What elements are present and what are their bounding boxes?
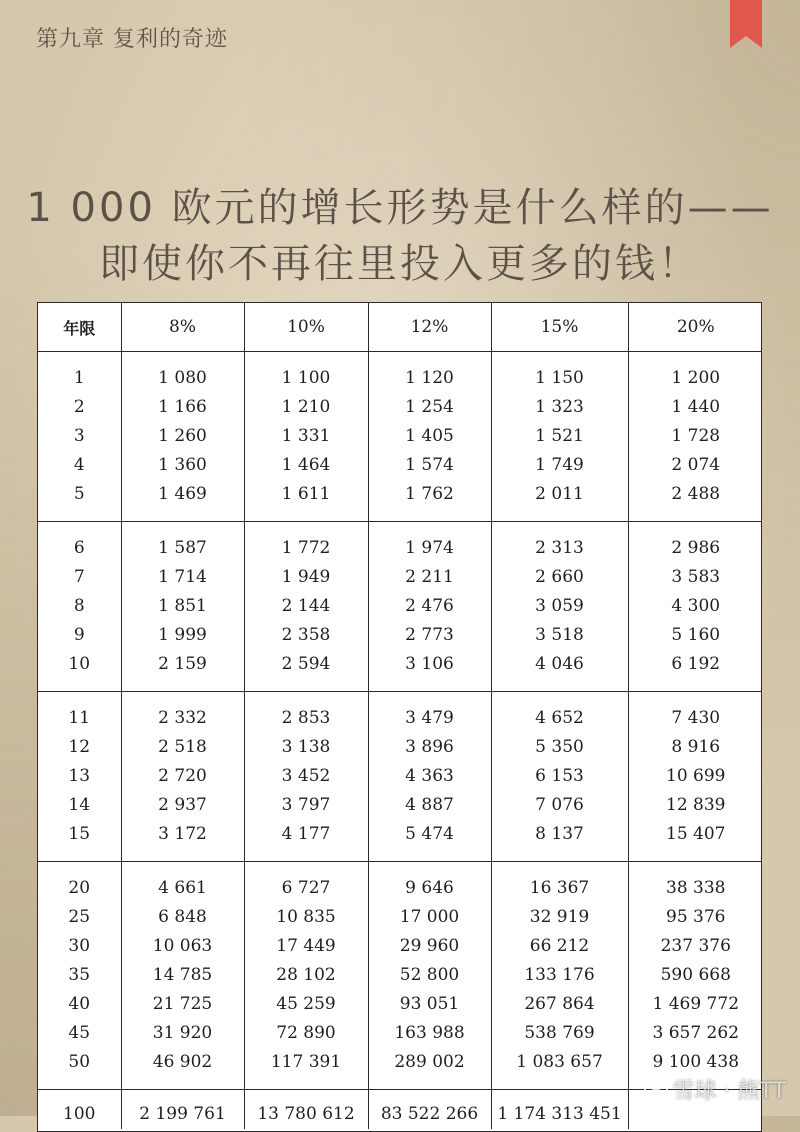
value-cell: 1 851 [121,592,244,621]
table-row [38,990,762,1019]
value-cell: 1 974 [368,522,491,564]
year-cell: 5 [38,480,121,522]
column-header-years: 年限 [38,303,121,352]
value-cell: 9 646 [368,862,491,904]
value-cell: 4 652 [491,692,628,734]
year-cell: 12 [68,737,91,757]
value-cell: 3 138 [244,733,368,762]
value-cell: 2 773 [368,621,491,650]
value-cell: 93 051 [368,990,491,1019]
value-cell: 1 772 [244,522,368,564]
table-body [38,352,762,1130]
value-cell: 2 720 [121,762,244,791]
value-cell: 21 725 [121,990,244,1019]
year-cell: 6 [73,538,85,558]
value-cell: 4 177 [244,820,368,862]
value-cell: 1 260 [121,422,244,451]
table-row [38,932,762,961]
value-cell: 1 254 [368,393,491,422]
value-cell: 1 611 [244,480,368,522]
value-cell: 590 668 [628,961,762,990]
value-cell: 1 521 [491,422,628,451]
value-cell: 2 594 [244,650,368,692]
value-cell: 1 749 [491,451,628,480]
value-cell: 9 100 438 [628,1048,762,1090]
value-cell: 1 949 [244,563,368,592]
page-heading-line1: 1 000 欧元的增长形势是什么样的—— [26,185,774,231]
value-cell: 289 002 [368,1048,491,1090]
value-cell: 17 000 [368,903,491,932]
value-cell: 538 769 [491,1019,628,1048]
value-cell: 6 192 [628,650,762,692]
value-cell: 95 376 [628,903,762,932]
value-cell: 1 100 [244,352,368,394]
table-row [38,592,762,621]
value-cell: 2 937 [121,791,244,820]
value-cell: 1 120 [368,352,491,394]
value-cell: 2 144 [244,592,368,621]
value-cell: 4 661 [121,862,244,904]
value-cell: 6 153 [491,762,628,791]
year-cell: 40 [68,994,91,1014]
value-cell: 5 160 [628,621,762,650]
value-cell: 28 102 [244,961,368,990]
value-cell: 52 800 [368,961,491,990]
table-row [38,352,762,394]
column-header-rate: 20% [628,303,762,352]
year-cell: 50 [38,1048,121,1090]
value-cell: 2 313 [491,522,628,564]
table-header-row [38,303,762,352]
value-cell: 1 405 [368,422,491,451]
table-row [38,1019,762,1048]
column-header-rate: 8% [121,303,244,352]
value-cell: 10 063 [121,932,244,961]
value-cell: 237 376 [628,932,762,961]
value-cell: 3 583 [628,563,762,592]
value-cell: 3 106 [368,650,491,692]
value-cell: 5 350 [491,733,628,762]
value-cell: 72 890 [244,1019,368,1048]
value-cell: 133 176 [491,961,628,990]
value-cell: 3 518 [491,621,628,650]
value-cell: 3 172 [121,820,244,862]
value-cell: 3 059 [491,592,628,621]
value-cell: 2 199 761 [121,1090,244,1130]
snowball-logo-icon [643,1077,669,1103]
page-heading-line2: 即使你不再往里投入更多的钱！ [99,241,701,287]
value-cell: 29 960 [368,932,491,961]
value-cell: 2 332 [121,692,244,734]
year-cell: 15 [38,820,121,862]
value-cell: 3 896 [368,733,491,762]
year-cell: 14 [68,795,91,815]
value-cell: 2 011 [491,480,628,522]
year-cell: 25 [68,907,91,927]
table-row [38,522,762,564]
table-row [38,820,762,862]
table-row [38,791,762,820]
value-cell: 163 988 [368,1019,491,1048]
table-row [38,762,762,791]
value-cell: 3 797 [244,791,368,820]
value-cell: 1 323 [491,393,628,422]
column-header-rate: 12% [368,303,491,352]
value-cell: 46 902 [121,1048,244,1090]
value-cell: 2 518 [121,733,244,762]
value-cell: 12 839 [628,791,762,820]
value-cell: 1 210 [244,393,368,422]
value-cell: 3 452 [244,762,368,791]
value-cell: 117 391 [244,1048,368,1090]
chapter-title: 第九章 复利的奇迹 [36,27,228,52]
value-cell: 1 762 [368,480,491,522]
year-cell: 2 [73,397,85,417]
value-cell: 4 887 [368,791,491,820]
year-cell: 9 [73,625,85,645]
value-cell: 7 076 [491,791,628,820]
value-cell: 2 853 [244,692,368,734]
value-cell: 1 464 [244,451,368,480]
value-cell: 1 728 [628,422,762,451]
table-row [38,563,762,592]
year-cell: 20 [68,878,91,898]
value-cell: 6 727 [244,862,368,904]
value-cell: 8 916 [628,733,762,762]
value-cell: 17 449 [244,932,368,961]
value-cell: 14 785 [121,961,244,990]
year-cell: 100 [63,1104,96,1124]
watermark [643,1074,786,1105]
year-cell: 45 [68,1023,91,1043]
value-cell: 13 780 612 [244,1090,368,1130]
value-cell: 1 080 [121,352,244,394]
table-row [38,961,762,990]
table-row [38,451,762,480]
year-cell: 1 [73,368,85,388]
value-cell: 83 522 266 [368,1090,491,1130]
value-cell: 15 407 [628,820,762,862]
value-cell: 1 714 [121,563,244,592]
value-cell: 2 476 [368,592,491,621]
value-cell: 2 660 [491,563,628,592]
compound-interest-table [37,302,762,1132]
value-cell: 2 211 [368,563,491,592]
table-row [38,480,762,522]
watermark-text: 雪球 · 熊TT [672,1079,786,1104]
table-row [38,733,762,762]
value-cell: 2 986 [628,522,762,564]
value-cell: 38 338 [628,862,762,904]
value-cell: 1 150 [491,352,628,394]
year-cell: 13 [68,766,91,786]
value-cell: 2 074 [628,451,762,480]
value-cell: 1 469 772 [628,990,762,1019]
year-cell: 30 [68,936,91,956]
value-cell: 4 046 [491,650,628,692]
table-row [38,650,762,692]
table-row [38,393,762,422]
value-cell: 45 259 [244,990,368,1019]
value-cell: 1 174 313 451 [491,1090,628,1130]
value-cell: 1 083 657 [491,1048,628,1090]
value-cell: 1 574 [368,451,491,480]
value-cell: 1 999 [121,621,244,650]
year-cell: 10 [38,650,121,692]
value-cell: 10 699 [628,762,762,791]
value-cell: 7 430 [628,692,762,734]
table-row [38,862,762,904]
value-cell: 10 835 [244,903,368,932]
table-row [38,621,762,650]
column-header-rate: 15% [491,303,628,352]
value-cell: 32 919 [491,903,628,932]
value-cell: 2 358 [244,621,368,650]
table-row [38,903,762,932]
value-cell: 1 331 [244,422,368,451]
value-cell: 1 440 [628,393,762,422]
value-cell: 6 848 [121,903,244,932]
year-cell: 11 [68,708,91,728]
value-cell: 267 864 [491,990,628,1019]
value-cell: 3 479 [368,692,491,734]
bookmark-icon[interactable] [730,0,762,48]
column-header-rate: 10% [244,303,368,352]
value-cell: 66 212 [491,932,628,961]
year-cell: 4 [73,455,85,475]
year-cell: 7 [73,567,85,587]
value-cell: 16 367 [491,862,628,904]
year-cell: 35 [68,965,91,985]
value-cell: 1 360 [121,451,244,480]
value-cell: 4 363 [368,762,491,791]
value-cell: 5 474 [368,820,491,862]
table-row [38,422,762,451]
value-cell: 31 920 [121,1019,244,1048]
value-cell: 1 469 [121,480,244,522]
value-cell: 3 657 262 [628,1019,762,1048]
value-cell: 1 200 [628,352,762,394]
year-cell: 3 [73,426,85,446]
value-cell: 2 159 [121,650,244,692]
year-cell: 8 [73,596,85,616]
value-cell: 1 587 [121,522,244,564]
value-cell: 8 137 [491,820,628,862]
value-cell: 2 488 [628,480,762,522]
value-cell: 4 300 [628,592,762,621]
value-cell: 1 166 [121,393,244,422]
table-row [38,692,762,734]
